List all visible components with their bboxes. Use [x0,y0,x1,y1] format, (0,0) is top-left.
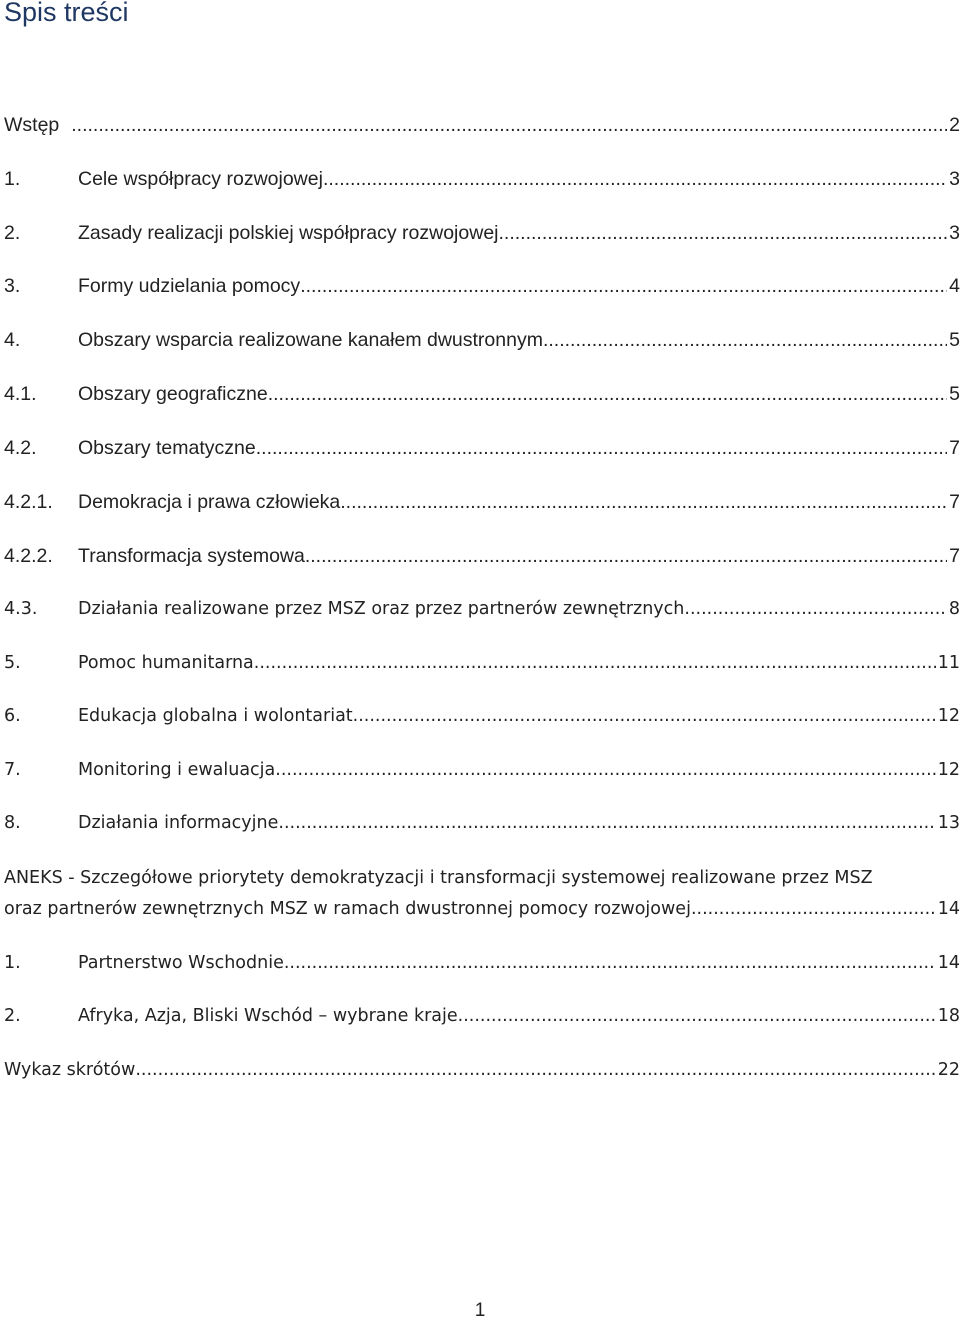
toc-entry-label: Demokracja i prawa człowieka [78,491,341,513]
toc-entry-label: Transformacja systemowa [78,545,305,567]
toc-leader-dots [268,379,947,409]
toc-entry-aneks-line2[interactable] [4,894,960,924]
toc-entry-4[interactable] [4,325,960,355]
toc-entry-label: Obszary geograficzne [78,383,268,405]
toc-leader-dots [275,755,935,785]
toc-leader-dots [254,648,936,678]
toc-entry-page: 12 [937,760,960,780]
toc-entry-number: 4.1. [4,383,37,405]
toc-entry-4-1[interactable] [4,379,960,409]
toc-entry-page: 7 [949,545,960,567]
toc-entry-label: Zasady realizacji polskiej współpracy rozwojowej [78,222,499,244]
toc-leader-dots [684,594,946,624]
toc-entry-8[interactable] [4,808,960,838]
toc-entry-page: 13 [937,813,960,833]
toc-entry-label: Edukacja globalna i wolontariat [78,706,353,726]
toc-entry-page: 14 [937,953,960,973]
toc-entry-4-3[interactable] [4,594,960,624]
toc-entry-page: 4 [949,275,960,297]
toc-entry-aneks-2[interactable] [4,1001,960,1031]
toc-entry-label: Wstęp [4,114,60,136]
toc-entry-page: 14 [937,899,960,919]
toc-entry-page: 7 [949,491,960,513]
toc-entry-label: Monitoring i ewaluacja [78,760,276,780]
toc-leader-dots [71,110,947,140]
toc-leader-dots [691,894,936,924]
toc-title: Spis treści [4,0,129,27]
toc-entry-number: 2. [4,222,21,244]
toc-entry-6[interactable] [4,701,960,731]
toc-entry-label: Wykaz skrótów [4,1060,136,1080]
toc-entry-number: 4.3. [4,599,38,619]
toc-entry-page: 11 [937,653,960,673]
toc-entry-page: 3 [949,168,960,190]
toc-entry-number: 3. [4,275,21,297]
toc-entry-page: 5 [949,329,960,351]
toc-entry-number: 1. [4,953,21,973]
toc-entry-number: 1. [4,168,21,190]
toc-entry-label: Pomoc humanitarna [78,653,254,673]
toc-entry-4-2-2[interactable] [4,541,960,571]
toc-entry-number: 4. [4,329,21,351]
toc-entry-page: 7 [949,437,960,459]
toc-entry-label: Działania realizowane przez MSZ oraz przez partnerów zewnętrznych [78,599,685,619]
toc-entry-number: 7. [4,760,21,780]
toc-entry-label: Obszary wsparcia realizowane kanałem dwustronnym [78,329,543,351]
toc-entry-number: 2. [4,1006,21,1026]
toc-entry-wykaz-skrotow[interactable] [4,1055,960,1085]
toc-leader-dots [499,218,948,248]
toc-entry-page: 8 [948,599,960,619]
toc-entry-label: Partnerstwo Wschodnie [78,953,284,973]
toc-entry-label: Obszary tematyczne [78,437,256,459]
toc-entry-number: 5. [4,653,21,673]
toc-leader-dots [284,948,936,978]
toc-entry-number: 4.2.2. [4,545,53,567]
toc-leader-dots [300,271,947,301]
toc-leader-dots [278,808,935,838]
page-number: 1 [474,1300,486,1321]
toc-entry-number: 6. [4,706,21,726]
toc-entry-4-2[interactable] [4,433,960,463]
toc-entry-number: 8. [4,813,21,833]
toc-leader-dots [353,701,936,731]
toc-entry-page: 2 [949,114,960,136]
toc-leader-dots [135,1055,935,1085]
toc-leader-dots [323,164,947,194]
toc-entry-number: 4.2.1. [4,491,53,513]
toc-leader-dots [305,541,947,571]
toc-entry-page: 5 [949,383,960,405]
toc-entry-label: Działania informacyjne [78,813,279,833]
toc-entry-5[interactable] [4,648,960,678]
toc-entry-number: 4.2. [4,437,37,459]
toc-entry-aneks-line1[interactable]: ANEKS - Szczegółowe priorytety demokratyzacji i transformacji systemowej realizowane przez MSZ [4,868,873,888]
toc-entry-label: Formy udzielania pomocy [78,275,301,297]
toc-leader-dots [543,325,947,355]
toc-entry-7[interactable] [4,755,960,785]
toc-entry-page: 3 [949,222,960,244]
toc-entry-4-2-1[interactable] [4,487,960,517]
toc-entry-label: oraz partnerów zewnętrznych MSZ w ramach dwustronnej pomocy rozwojowej [4,899,691,919]
toc-entry-aneks-1[interactable] [4,948,960,978]
toc-entry-3[interactable] [4,271,960,301]
toc-entry-page: 18 [937,1006,960,1026]
toc-entry-label: Afryka, Azja, Bliski Wschód – wybrane kraje [78,1006,458,1026]
toc-leader-dots [458,1001,936,1031]
toc-entry-2[interactable] [4,218,960,248]
toc-leader-dots [340,487,947,517]
toc-entry-page: 22 [937,1060,960,1080]
toc-entry-1[interactable] [4,164,960,194]
toc-entry-wstep[interactable] [4,110,960,140]
toc-leader-dots [256,433,947,463]
toc-entry-page: 12 [937,706,960,726]
toc-entry-label: Cele współpracy rozwojowej [78,168,323,190]
